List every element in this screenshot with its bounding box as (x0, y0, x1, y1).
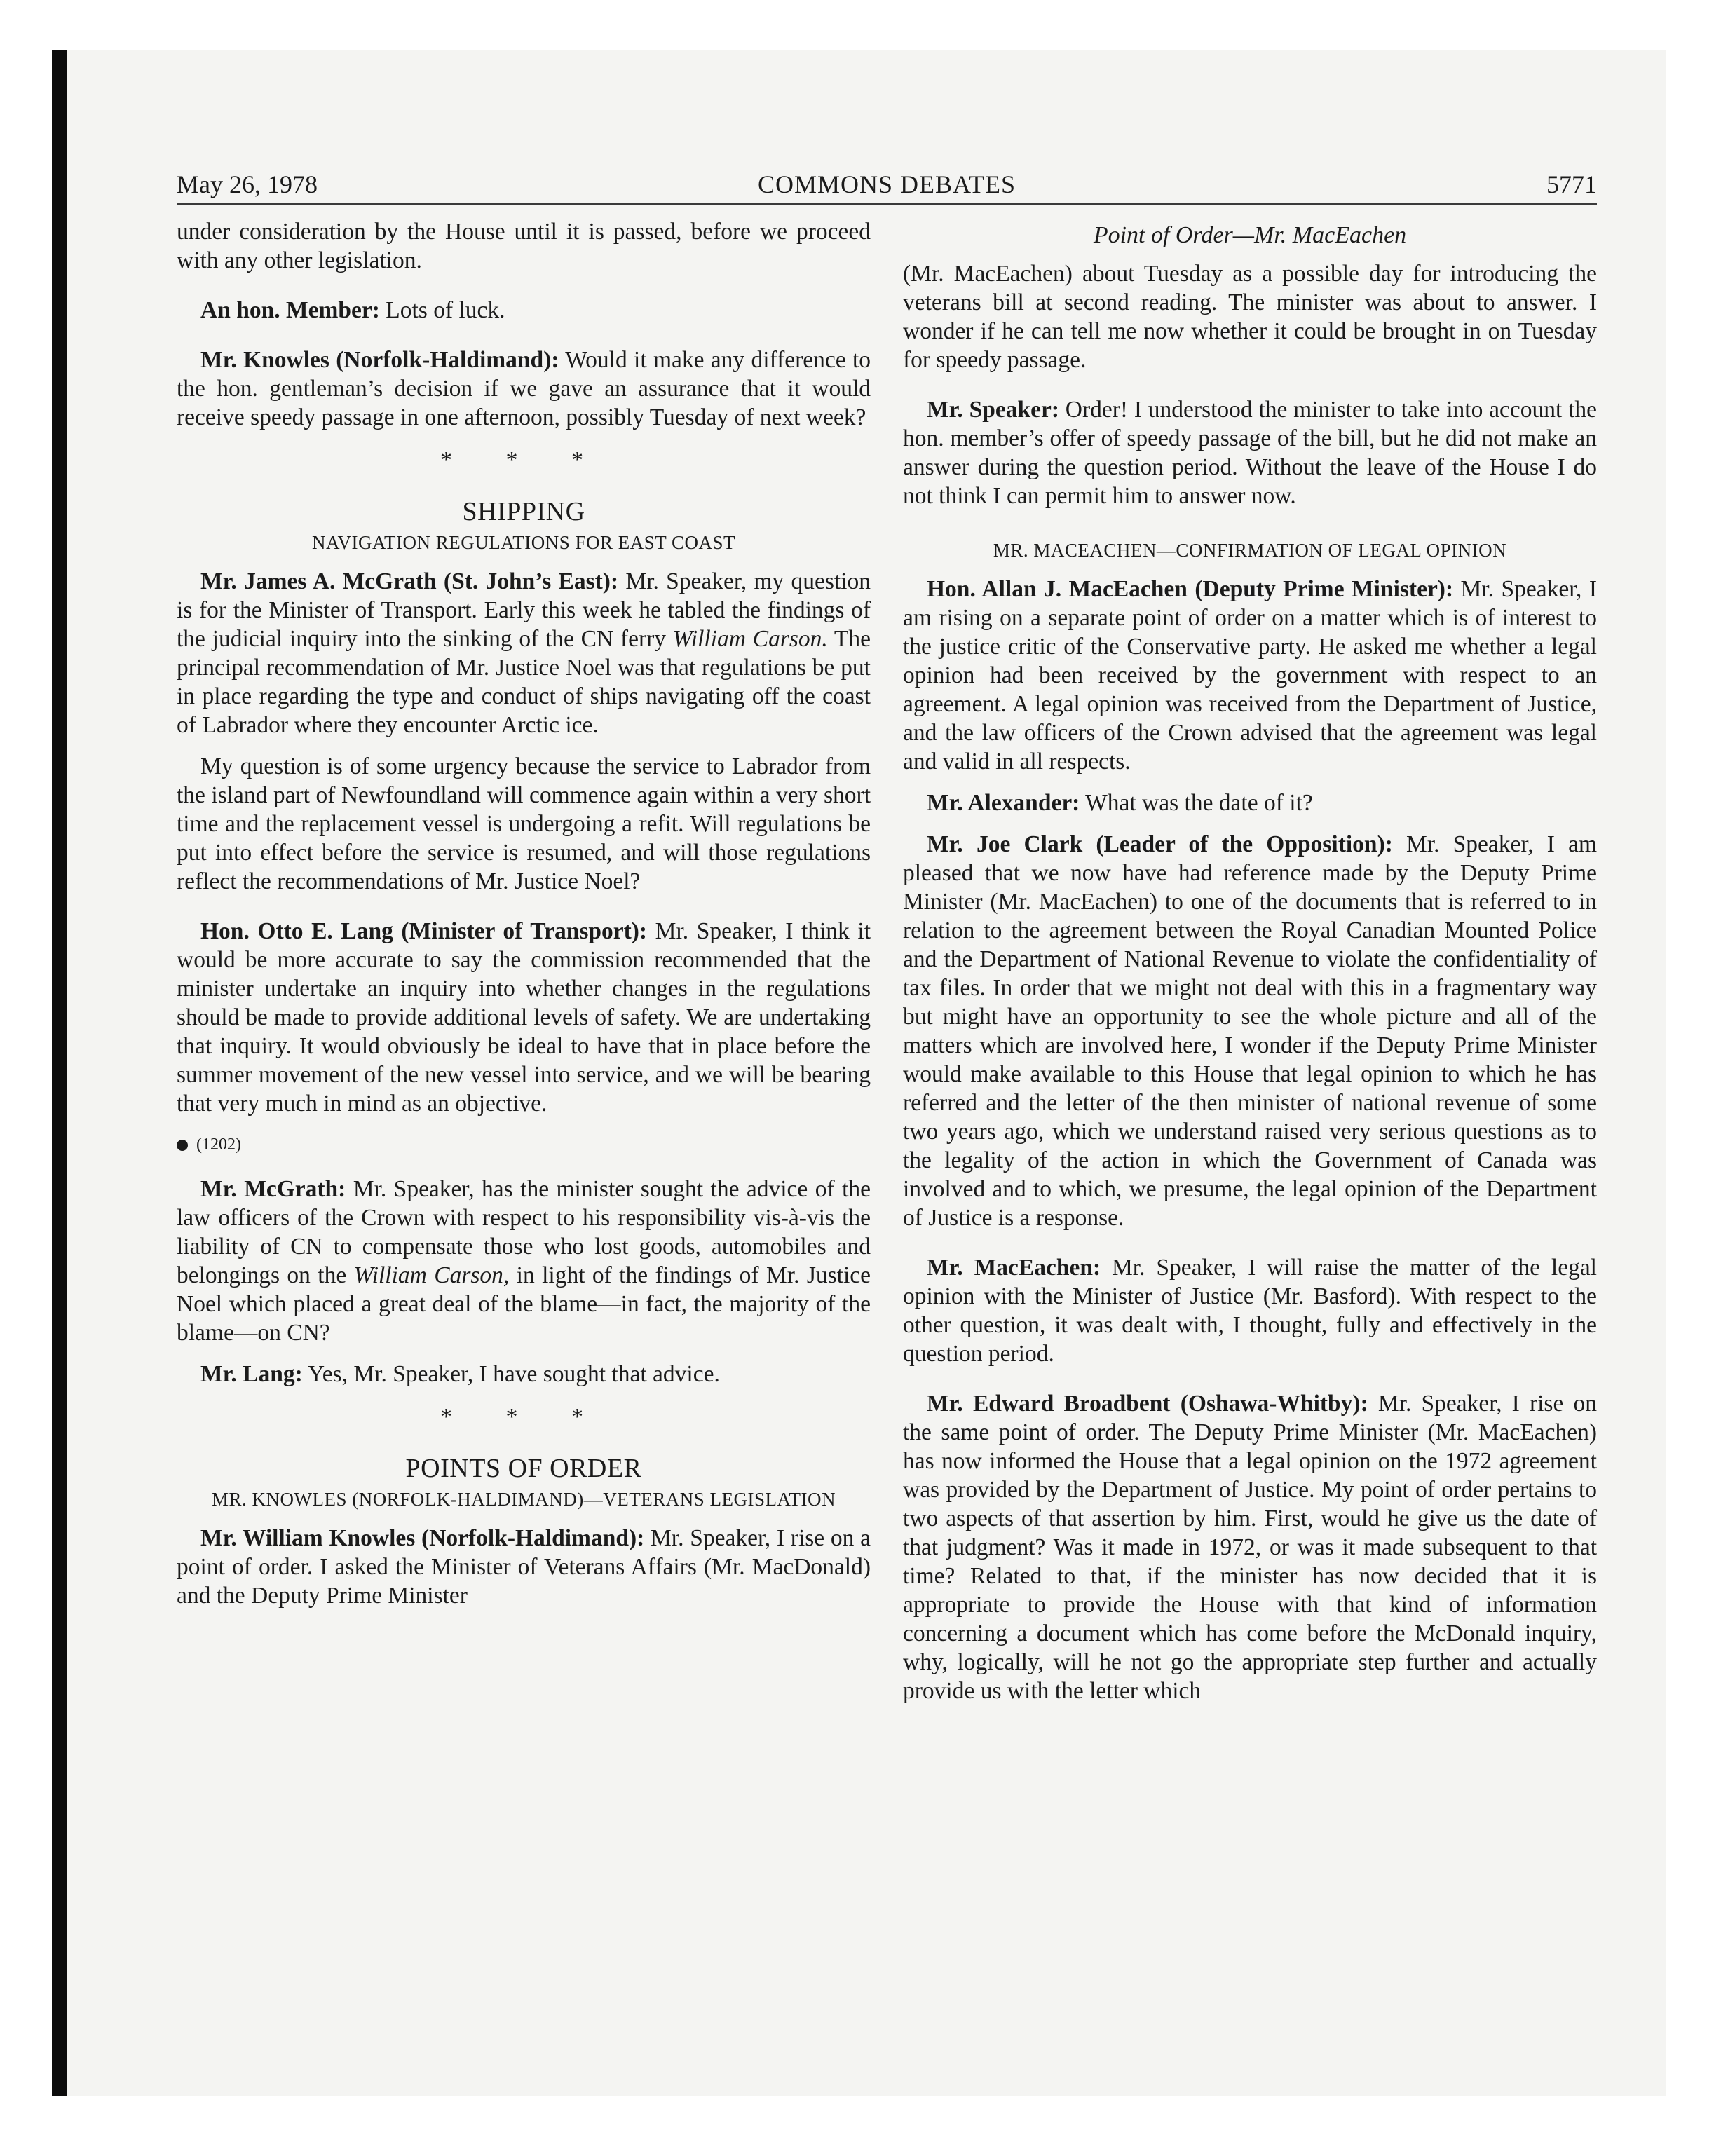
section-subtitle: MR. MACEACHEN—CONFIRMATION OF LEGAL OPINION (993, 540, 1507, 561)
speech-text: The principal recommendation of Mr. Justice Noel was that regulations be put in place regarding the type and conduct of ships navigating off the coast of Labrador where they encounter Arctic ice. (177, 626, 871, 738)
scan-edge (52, 50, 67, 2096)
paragraph (177, 296, 871, 325)
paragraph (177, 1175, 871, 1347)
speaker-name: Mr. Speaker: (927, 397, 1059, 423)
paragraph (177, 1524, 871, 1610)
speech-text: What was the date of it? (1080, 790, 1313, 816)
header-rule (177, 203, 1597, 205)
speech-text: in light of the findings of Mr. Justice Noel which placed a great deal of the blame—in fact, the majority of the blame—on CN? (177, 1262, 871, 1346)
right-column (903, 217, 1597, 1718)
paragraph: My question is of some urgency because the service to Labrador from the island part of Newfoundland will commence again within a very short time and the replacement vessel is undergoing a refit. Will regulations be put into effect before the service is resumed, and will those regulations reflect the recommendations of Mr. Justice Noel? (177, 753, 871, 894)
speaker-name: Mr. Lang: (200, 1361, 303, 1387)
speaker-name: Hon. Allan J. MacEachen (Deputy Prime Minister): (927, 576, 1454, 602)
header-title: COMMONS DEBATES (757, 170, 1016, 198)
paragraph (903, 575, 1597, 776)
speech-text: Yes, Mr. Speaker, I have sought that advice. (302, 1361, 720, 1387)
header-date: May 26, 1978 (177, 170, 318, 198)
speaker-name: Mr. McGrath: (200, 1176, 346, 1202)
speaker-name: Mr. Knowles (Norfolk-Haldimand): (200, 347, 559, 373)
speaker-name: Mr. William Knowles (Norfolk-Haldimand): (200, 1525, 645, 1551)
paragraph: (Mr. MacEachen) about Tuesday as a possible day for introducing the veterans bill at second reading. The minister was about to answer. I wonder if he can tell me now whether it could be brought in on Tuesday for speedy passage. (903, 261, 1597, 373)
page-header (177, 167, 1597, 202)
running-head: Point of Order—Mr. MacEachen (1093, 222, 1407, 248)
paragraph (177, 917, 871, 1118)
page-number: 5771 (1546, 170, 1597, 198)
paragraph (903, 1389, 1597, 1705)
paragraph (177, 346, 871, 432)
paragraph: under consideration by the House until it is passed, before we proceed with any other legislation. (177, 219, 871, 273)
speaker-name: Mr. Alexander: (927, 790, 1080, 816)
paragraph (177, 567, 871, 739)
speech-text: Mr. Speaker, I rise on a point of order. I asked the Minister of Veterans Affairs (Mr. MacDonald) and the Deputy Prime Minister (177, 1525, 871, 1609)
speech-text: Mr. Speaker, I am rising on a separate point of order on a matter which is of interest to the justice critic of the Conservative party. He asked me whether a legal opinion had been received by the government with respect to an agreement. A legal opinion was received from the Department of Justice, and the law officers of the Crown advised that the agreement was legal and valid in all respects. (903, 576, 1597, 775)
section-title: POINTS OF ORDER (405, 1454, 642, 1483)
speech-text: Lots of luck. (379, 297, 505, 323)
paragraph (903, 830, 1597, 1232)
speaker-name: Mr. James A. McGrath (St. John’s East): (200, 568, 619, 594)
speaker-name: Mr. MacEachen: (927, 1255, 1101, 1281)
time-marker-text: (1202) (196, 1135, 241, 1154)
bullet-icon (177, 1140, 188, 1151)
speaker-name: An hon. Member: (200, 297, 380, 323)
speaker-name: Mr. Joe Clark (Leader of the Opposition): (927, 831, 1393, 857)
speech-text: Mr. Speaker, I am pleased that we now have had reference made by the Deputy Prime Minister (Mr. MacEachen) to one of the documents that is referred to in relation to the agreement between the Royal Canadian Mounted Police and the Department of National Revenue to violate the confidentiality of tax files. In order that we might not deal with this in a fragmentary way but might have an opportunity to see the whole picture and all of the matters which are involved here, I wonder if the Deputy Prime Minister would make available to this House that legal opinion to which he has referred and the letter of the then minister of national revenue of some two years ago, which we understand raised very serious questions as to the legality of the action in which the Government of Canada was involved and to which, we presume, the legal opinion of the Department of Justice is a response. (903, 831, 1598, 1231)
speech-text: Mr. Speaker, I rise on the same point of order. The Deputy Prime Minister (Mr. MacEachen) has now informed the House that a legal opinion on the 1972 agreement was provided by the Department of Justice. My point of order pertains to two aspects of that assertion by him. First, would he give us the date of that judgment? Was it made in 1972, or was it made subsequent to that time? Related to that, if the minister has now decided that it is appropriate to provide the House with that kind of information concerning a document which has come before the McDonald inquiry, why, logically, will he not go the appropriate step further and actually provide us with the letter which (903, 1391, 1598, 1704)
ship-name: William Carson. (672, 626, 828, 652)
ship-name: William Carson, (353, 1262, 510, 1288)
section-subtitle: MR. KNOWLES (NORFOLK-HALDIMAND)—VETERANS LEGISLATION (212, 1489, 836, 1510)
speech-text: Mr. Speaker, I think it would be more accurate to say the commission recommended that the minister undertake an inquiry into whether changes in the regulations should be made to provide additional levels of safety. We are undertaking that inquiry. It would obviously be ideal to have that in place before the summer movement of the new vessel into service, and we will be bearing that very much in mind as an objective. (177, 918, 871, 1117)
speaker-name: Hon. Otto E. Lang (Minister of Transport): (200, 918, 648, 944)
paragraph (903, 789, 1597, 817)
section-title: SHIPPING (462, 497, 585, 526)
left-column (177, 217, 871, 1623)
paragraph (903, 1253, 1597, 1368)
speaker-name: Mr. Edward Broadbent (Oshawa-Whitby): (927, 1391, 1368, 1417)
section-separator: * * * (440, 447, 607, 473)
section-separator: * * * (440, 1404, 607, 1430)
time-marker (177, 1131, 871, 1159)
speech-text: Order! I understood the minister to take into account the hon. member’s offer of speedy passage of the bill, but he did not make an answer during the question period. Without the leave of the House I do not think I can permit him to answer now. (903, 397, 1597, 509)
section-subtitle: NAVIGATION REGULATIONS FOR EAST COAST (311, 532, 736, 553)
speech-text: Would it make any difference to the hon. gentleman’s decision if we gave an assurance that it would receive speedy passage in one afternoon, possibly Tuesday of next week? (177, 347, 871, 430)
speech-text: Mr. Speaker, my question is for the Minister of Transport. Early this week he tabled the findings of the judicial inquiry into the sinking of the CN ferry (177, 568, 871, 652)
speech-text: Mr. Speaker, has the minister sought the advice of the law officers of the Crown with respect to his responsibility vis-à-vis the liability of CN to compensate those who lost goods, automobiles and belongings on the (177, 1176, 871, 1288)
paragraph (903, 395, 1597, 510)
speech-text: Mr. Speaker, I will raise the matter of the legal opinion with the Minister of Justice (Mr. Basford). With respect to the other question, it was dealt with, I thought, fully and effectively in the question period. (903, 1255, 1597, 1367)
paragraph (177, 1360, 871, 1389)
